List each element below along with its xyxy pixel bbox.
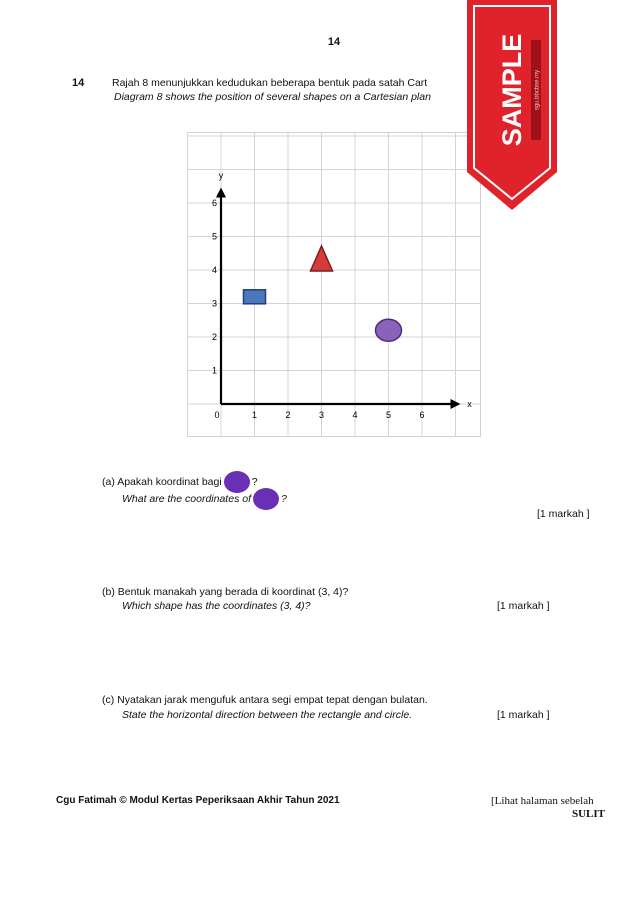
question-a-malay-text: Apakah koordinat bagi [117, 475, 222, 488]
grid-border [188, 133, 481, 437]
footer-copyright: Cgu Fatimah © Modul Kertas Peperiksaan Akhir Tahun 2021 [56, 795, 340, 806]
triangle-shape [311, 246, 333, 271]
x-tick-label: 6 [419, 410, 425, 420]
x-tick-label: 0 [214, 410, 220, 420]
purple-circle-icon [253, 488, 279, 510]
intro-malay: Rajah 8 menunjukkan kedudukan beberapa bentuk pada satah Cart [112, 77, 428, 89]
x-tick-label: 4 [352, 410, 358, 420]
y-tick-label: 5 [211, 231, 217, 242]
cartesian-diagram [187, 132, 481, 437]
question-b-label: (b) [102, 586, 115, 598]
y-axis-label: y [218, 170, 224, 181]
y-tick-label: 6 [211, 198, 217, 208]
x-tick-label: 5 [385, 410, 392, 420]
question-b-english: Which shape has the coordinates (3, 4)? [122, 600, 311, 612]
y-axis-arrow [216, 188, 226, 198]
badge-text: SAMPLE [497, 33, 527, 147]
footer-next-page: [Lihat halaman sebelah [491, 795, 594, 807]
question-a-english [122, 488, 287, 510]
x-axis-label: x [467, 399, 472, 409]
question-b-marks: [1 markah ] [497, 600, 550, 612]
x-tick-label: 1 [251, 410, 258, 420]
question-c-marks: [1 markah ] [497, 709, 550, 721]
tick-labels [212, 198, 425, 420]
question-c-english: State the horizontal direction between the rectangle and circle. [122, 709, 413, 721]
x-tick-label: 2 [285, 410, 291, 420]
question-a-marks: [1 markah ] [537, 508, 590, 520]
footer-sulit: SULIT [572, 808, 606, 820]
circle-shape [376, 319, 402, 341]
question-a-english-text: What are the coordinates of [122, 492, 251, 505]
intro-english: Diagram 8 shows the position of several shapes on a Cartesian plan [114, 91, 431, 103]
question-a-malay-qmark: ? [251, 475, 258, 488]
shapes [244, 246, 402, 341]
question-b-malay [102, 586, 348, 598]
question-a-label: (a) [102, 475, 115, 488]
y-tick-label: 4 [211, 265, 217, 275]
question-number: 14 [72, 77, 85, 89]
badge-subtext: sgu.bbcbse.my [534, 69, 541, 111]
question-b-malay-text: Bentuk manakah yang berada di koordinat (3, 4)? [117, 586, 349, 598]
question-c-label: (c) [102, 694, 115, 706]
x-tick-label: 3 [318, 410, 325, 420]
y-tick-label: 1 [211, 365, 217, 376]
page-number: 14 [327, 36, 341, 48]
grid [187, 132, 481, 437]
sample-badge [465, 0, 559, 212]
cartesian-plane [187, 132, 481, 437]
y-tick-label: 3 [211, 298, 217, 309]
rectangle-shape [244, 290, 266, 304]
question-c-malay [102, 694, 428, 706]
y-tick-label: 2 [211, 332, 217, 342]
question-c-malay-text: Nyatakan jarak mengufuk antara segi empat tepat dengan bulatan. [117, 694, 428, 706]
question-a-english-qmark: ? [281, 492, 287, 505]
